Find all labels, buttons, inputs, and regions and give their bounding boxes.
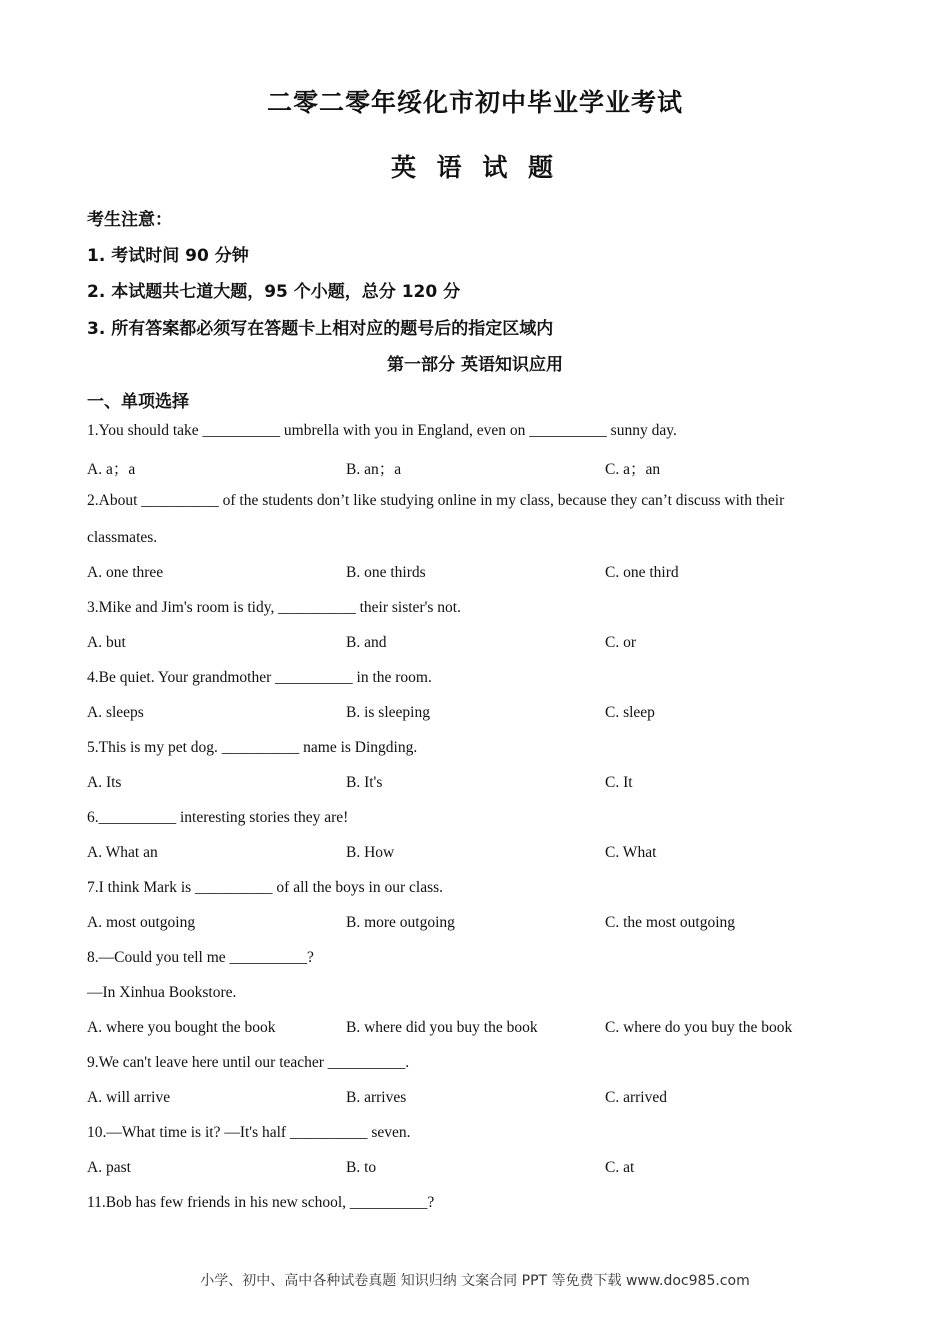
- notice-item: 3. 所有答案都必须写在答题卡上相对应的题号后的指定区域内: [87, 319, 554, 339]
- answer-option: A. where you bought the book: [87, 1019, 276, 1036]
- answer-option: B. It's: [346, 774, 383, 791]
- exam-subtitle: 英 语 试 题: [390, 153, 560, 182]
- notice-item: 2. 本试题共七道大题，95 个小题，总分 120 分: [87, 282, 461, 302]
- answer-option: A. will arrive: [87, 1089, 171, 1106]
- exam-title: 二零二零年绥化市初中毕业学业考试: [266, 88, 683, 117]
- section-title: 一、单项选择: [87, 392, 189, 412]
- answer-option: B. How: [346, 844, 395, 861]
- footer-text: 小学、初中、高中各种试卷真题 知识归纳 文案合同 PPT 等免费下载 www.doc985.com: [200, 1273, 750, 1289]
- question-line: —In Xinhua Bookstore.: [87, 984, 237, 1001]
- question-stem: 8.—Could you tell me __________?: [87, 949, 314, 966]
- answer-option: B. one thirds: [346, 564, 426, 581]
- answer-option: C. or: [605, 634, 636, 651]
- question-stem: 7.I think Mark is __________ of all the boys in our class.: [87, 879, 444, 896]
- answer-option: C. It: [605, 774, 633, 791]
- question-stem: 2.About __________ of the students don’t like studying online in my class, because they can’t discuss with their: [87, 492, 785, 509]
- answer-option: C. the most outgoing: [605, 914, 736, 931]
- answer-option: A. most outgoing: [87, 914, 196, 931]
- answer-option: A. sleeps: [87, 704, 144, 721]
- question-stem: 6.__________ interesting stories they are!: [87, 809, 349, 826]
- answer-option: C. arrived: [605, 1089, 667, 1106]
- notice-heading: 考生注意：: [87, 210, 172, 230]
- answer-option: B. an；a: [346, 461, 402, 478]
- answer-option: B. and: [346, 634, 387, 651]
- answer-option: C. What: [605, 844, 657, 861]
- answer-option: B. is sleeping: [346, 704, 430, 721]
- answer-option: A. past: [87, 1159, 131, 1176]
- answer-option: C. one third: [605, 564, 679, 581]
- answer-option: B. where did you buy the book: [346, 1019, 538, 1036]
- question-line: classmates.: [87, 529, 158, 546]
- answer-option: C. at: [605, 1159, 635, 1176]
- part-title: 第一部分 英语知识应用: [387, 355, 563, 375]
- notice-item: 1. 考试时间 90 分钟: [87, 246, 249, 266]
- answer-option: C. a；an: [605, 461, 661, 478]
- question-stem: 1.You should take __________ umbrella with you in England, even on __________ sunny day.: [87, 422, 677, 439]
- answer-option: A. one three: [87, 564, 164, 581]
- question-stem: 4.Be quiet. Your grandmother __________ in the room.: [87, 669, 432, 686]
- question-stem: 5.This is my pet dog. __________ name is Dingding.: [87, 739, 418, 756]
- answer-option: A. Its: [87, 774, 122, 791]
- answer-option: A. but: [87, 634, 126, 651]
- answer-option: B. more outgoing: [346, 914, 455, 931]
- answer-option: B. arrives: [346, 1089, 407, 1106]
- question-stem: 11.Bob has few friends in his new school, __________?: [87, 1194, 435, 1211]
- question-stem: 10.—What time is it? —It's half __________ seven.: [87, 1124, 411, 1141]
- question-stem: 9.We can't leave here until our teacher __________.: [87, 1054, 410, 1071]
- answer-option: C. where do you buy the book: [605, 1019, 793, 1036]
- answer-option: B. to: [346, 1159, 377, 1176]
- answer-option: A. What an: [87, 844, 158, 861]
- question-stem: 3.Mike and Jim's room is tidy, __________ their sister's not.: [87, 599, 461, 616]
- answer-option: C. sleep: [605, 704, 655, 721]
- answer-option: A. a；a: [87, 461, 136, 478]
